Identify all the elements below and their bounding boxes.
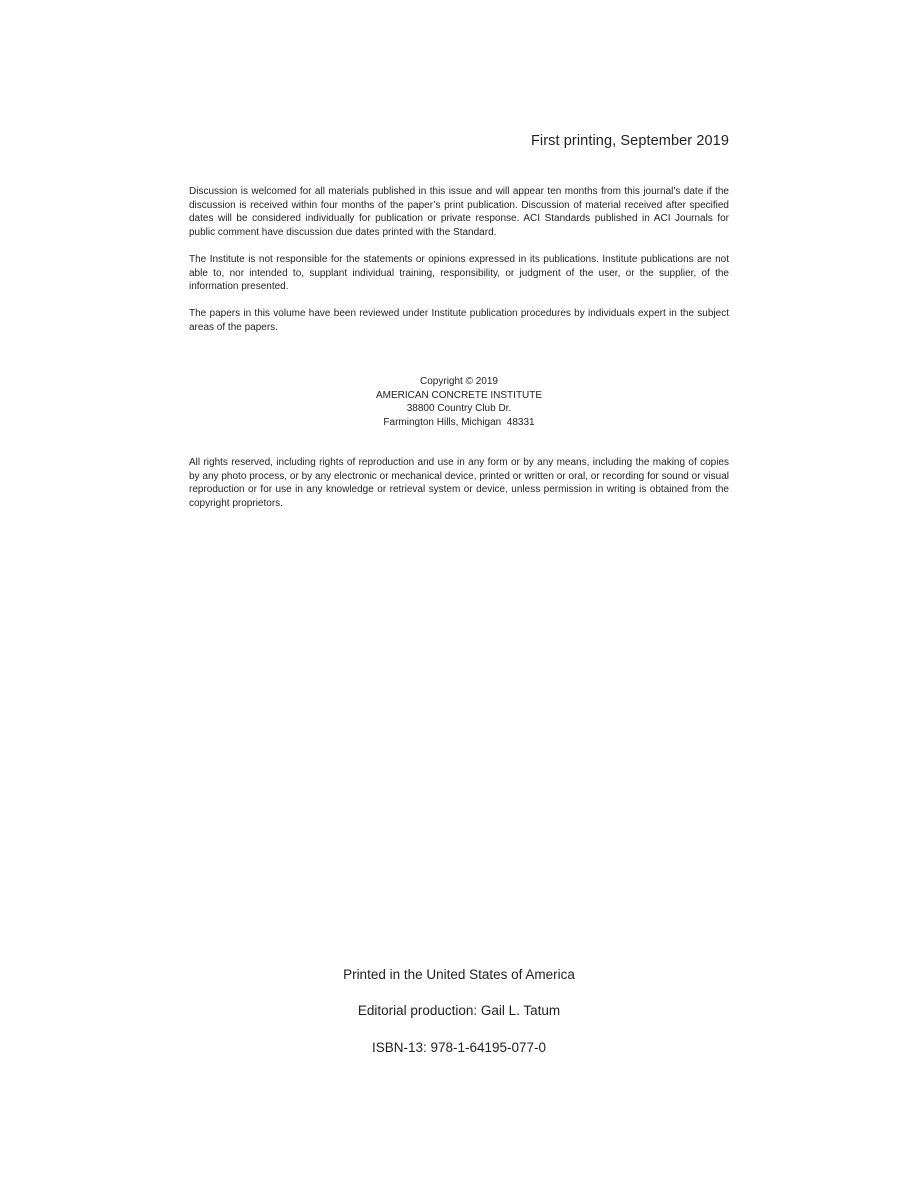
copyright-year: Copyright © 2019 <box>420 376 498 387</box>
first-printing-line: First printing, September 2019 <box>530 133 729 149</box>
publisher-street: 38800 Country Club Dr. <box>406 403 512 414</box>
editorial-production-line: Editorial production: Gail L. Tatum <box>357 1003 561 1018</box>
copyright-block <box>189 375 729 429</box>
publisher-name: AMERICAN CONCRETE INSTITUTE <box>375 389 543 401</box>
responsibility-disclaimer: The Institute is not responsible for the statements or opinions expressed in its publications. Institute publications are not able to, nor intended to, supplant individual training, responsibility, or judgment of the user, or the supplier, of the information presented. <box>189 254 729 292</box>
discussion-notice: Discussion is welcomed for all materials published in this issue and will appear ten months from this journal’s date if the discussion is received within four months of the paper’s print publication. Discussion of material received after specified dates will be considered individually for publication or private response. ACI Standards published in ACI Journals for public comment have discussion due dates printed with the Standard. <box>189 186 729 238</box>
printed-in-line: Printed in the United States of America <box>343 967 575 982</box>
publisher-city: Farmington Hills, Michigan 48331 <box>383 416 535 428</box>
review-notice: The papers in this volume have been reviewed under Institute publication procedures by individuals expert in the subject areas of the papers. <box>189 308 729 333</box>
rights-reserved-notice: All rights reserved, including rights of reproduction and use in any form or by any means, including the making of copies by any photo process, or by any electronic or mechanical device, printed or written or oral, or recording for sound or visual reproduction or for use in any knowledge or retrieval system or device, unless permission in writing is obtained from the copyright proprietors. <box>189 457 729 509</box>
isbn-line: ISBN-13: 978-1-64195-077-0 <box>371 1040 547 1055</box>
